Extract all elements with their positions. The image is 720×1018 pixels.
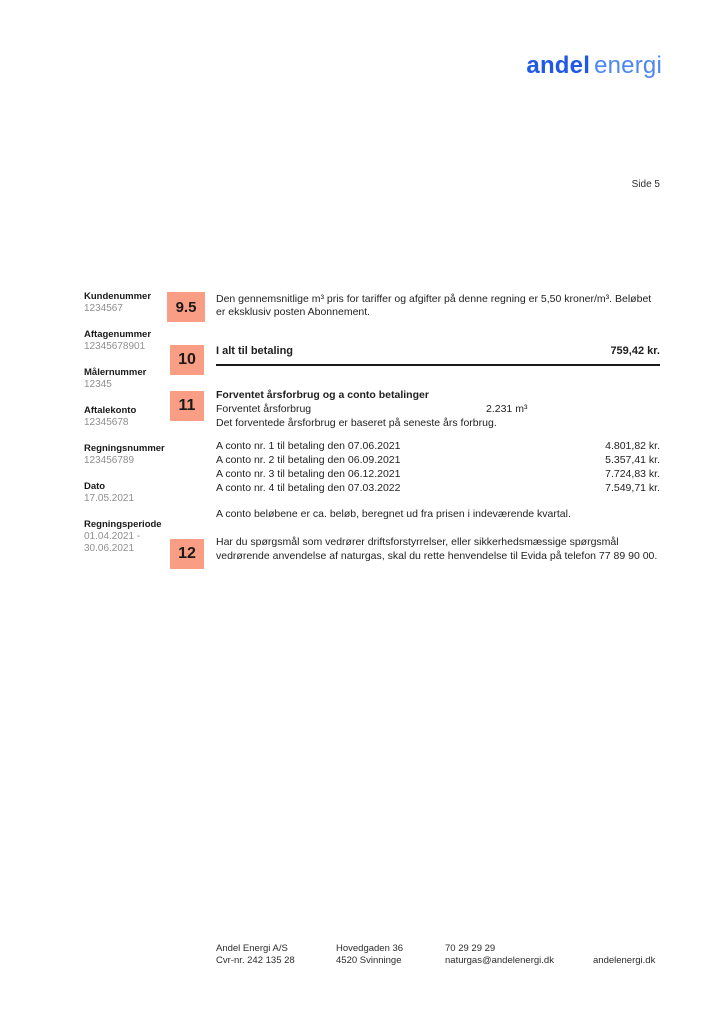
marker-10: 10	[170, 345, 204, 375]
meta-label: Regningsperiode	[84, 519, 162, 530]
table-row	[216, 439, 660, 453]
meta-label: Kundenummer	[84, 291, 152, 302]
aconto-payment-amount: 7.724,83 kr.	[605, 468, 660, 480]
footer-address-column	[336, 943, 403, 967]
aconto-payment-label: A conto nr. 2 til betaling den 06.09.2021	[216, 454, 401, 466]
meta-item-dato	[84, 481, 209, 505]
aconto-payment-label: A conto nr. 3 til betaling den 06.12.2021	[216, 468, 401, 480]
meta-value: 12345678901	[84, 341, 146, 352]
total-due-amount: 759,42 kr.	[610, 345, 660, 357]
expected-annual-consumption-row	[216, 402, 660, 416]
forecast-section-heading: Forventet årsforbrug og a conto betalinger	[216, 389, 429, 401]
table-row	[216, 481, 660, 495]
footer-street: Hovedgaden 36	[336, 943, 404, 954]
meta-value-line2: 30.06.2021	[84, 543, 135, 554]
meta-label: Dato	[84, 481, 106, 492]
footer-company-name: Andel Energi A/S	[216, 943, 288, 954]
footer-company-column	[216, 943, 295, 967]
marker-12: 12	[170, 539, 204, 569]
meta-label: Aftagenummer	[84, 329, 152, 340]
footer-website: andelenergi.dk	[593, 955, 656, 966]
expected-annual-consumption-value: 2.231 m³	[486, 403, 528, 415]
invoice-meta-sidebar	[84, 291, 209, 569]
table-row	[216, 453, 660, 467]
footer-website-spacer	[593, 943, 655, 955]
meta-label: Regningsnummer	[84, 443, 165, 454]
aconto-payment-label: A conto nr. 1 til betaling den 07.06.2021	[216, 440, 401, 452]
table-row	[216, 467, 660, 481]
logo-text-andel: andel	[526, 52, 591, 79]
meta-value: 12345	[84, 379, 112, 390]
total-due-row	[216, 345, 660, 366]
expected-annual-consumption-label: Forventet årsforbrug	[216, 403, 312, 415]
aconto-payment-amount: 7.549,71 kr.	[605, 482, 660, 494]
meta-item-regningsnummer	[84, 443, 209, 467]
total-due-label: I alt til betaling	[216, 345, 294, 357]
marker-11: 11	[170, 391, 204, 421]
footer-city: 4520 Svinninge	[336, 955, 402, 966]
page-number: Side 5	[631, 179, 660, 190]
meta-value: 123456789	[84, 455, 135, 466]
meta-label: Målernummer	[84, 367, 147, 378]
evida-contact-note: Har du spørgsmål som vedrører driftsforstyrrelser, eller sikkerhedsmæssige spørgsmål vedrørende anvendelse af naturgas, skal du rette henvendelse til Evida på telefon 77 89 90 00.	[216, 536, 658, 562]
aconto-payment-amount: 4.801,82 kr.	[605, 440, 660, 452]
meta-value: 17.05.2021	[84, 493, 135, 504]
average-price-note: Den gennemsnitlige m³ pris for tariffer og afgifter på denne regning er 5,50 kroner/m³. Beløbet er eksklusiv posten Abonnement.	[216, 293, 652, 318]
footer-phone: 70 29 29 29	[445, 943, 496, 954]
footer-email: naturgas@andelenergi.dk	[445, 955, 554, 966]
marker-9-5: 9.5	[167, 292, 205, 322]
footer-cvr-number: Cvr-nr. 242 135 28	[216, 955, 295, 966]
footer-contact-column	[445, 943, 554, 967]
footer-website-column	[593, 943, 655, 967]
aconto-payment-amount: 5.357,41 kr.	[605, 454, 660, 466]
aconto-payments-table	[216, 439, 660, 495]
meta-value: 01.04.2021 -	[84, 531, 141, 542]
invoice-main-content	[216, 293, 660, 563]
meta-label: Aftalekonto	[84, 405, 137, 416]
meta-value: 12345678	[84, 417, 129, 428]
aconto-payment-label: A conto nr. 4 til betaling den 07.03.2022	[216, 482, 401, 494]
meta-value: 1234567	[84, 303, 123, 314]
logo-text-energi: energi	[594, 52, 662, 79]
andel-energi-logo	[526, 52, 662, 80]
forecast-basis-note: Det forventede årsforbrug er baseret på seneste års forbrug.	[216, 417, 497, 429]
aconto-approximation-note: A conto beløbene er ca. beløb, beregnet ud fra prisen i indeværende kvartal.	[216, 508, 571, 520]
